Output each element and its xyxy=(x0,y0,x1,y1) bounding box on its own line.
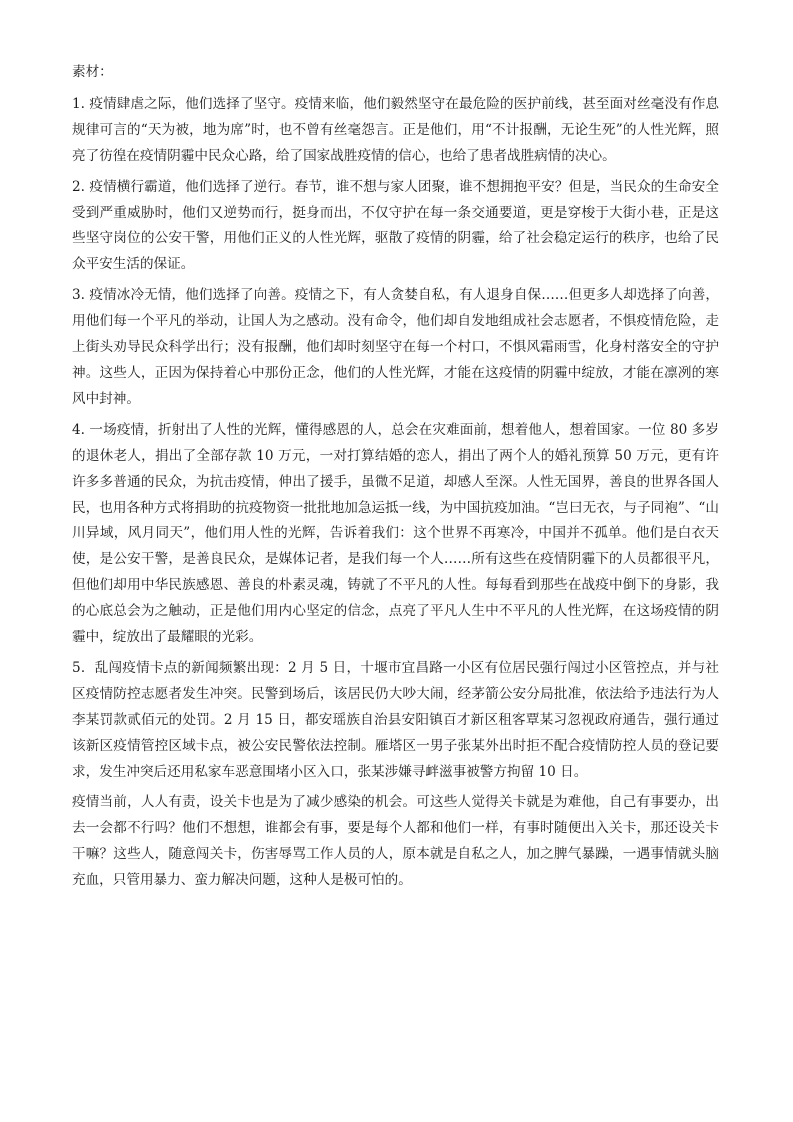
paragraph-4: 4. 一场疫情，折射出了人性的光辉，懂得感恩的人，总会在灾难面前，想着他人，想着国家。一位 80 多岁的退休老人，捐出了全部存款 10 万元，一对打算结婚的恋人，捐出了两个人的婚礼预算 50 万元，更有许许多多普通的民众，为抗击疫情，伸出了援手，虽微不足道，却感人至深。人性无国界，善良的世界各国人民，也用各种方式将捐助的抗疫物资一批批地加急运抵一线，为中国抗疫加油。“岂曰无衣，与子同袍”、“山川异域，风月同天”，他们用人性的光辉，告诉着我们：这个世界不再寒冷，中国并不孤单。他们是白衣天使，是公安干警，是善良民众，是媒体记者，是我们每一个人……所有这些在疫情阴霾下的人员都很平凡，但他们却用中华民族感恩、善良的朴素灵魂，铸就了不平凡的人性。每每看到那些在战疫中倒下的身影，我的心底总会为之触动，正是他们用内心坚定的信念，点亮了平凡人生中不平凡的人性光辉，在这场疫情的阴霾中，绽放出了最耀眼的光彩。 xyxy=(72,421,719,646)
paragraph-1: 1. 疫情肆虐之际，他们选择了坚守。疫情来临，他们毅然坚守在最危险的医护前线，甚至面对丝毫没有作息规律可言的“天为被，地为席”时，也不曾有丝毫怨言。正是他们，用“不计报酬，无论生死”的人性光辉，照亮了彷徨在疫情阴霾中民众心路，给了国家战胜疫情的信心，也给了患者战胜病情的决心。 xyxy=(72,95,719,164)
paragraph-commentary: 疫情当前，人人有责，设关卡也是为了减少感染的机会。可这些人觉得关卡就是为难他，自己有事要办，出去一会都不行吗？他们不想想，谁都会有事，要是每个人都和他们一样，有事时随便出入关卡，那还设关卡干嘛？这些人，随意闯关卡，伤害辱骂工作人员的人，原本就是自私之人，加之脾气暴躁，一遇事情就头脑充血，只管用暴力、蛮力解决问题，这种人是极可怕的。 xyxy=(72,794,719,889)
paragraph-3: 3. 疫情冰冷无情，他们选择了向善。疫情之下，有人贪婪自私，有人退身自保……但更多人却选择了向善，用他们每一个平凡的举动，让国人为之感动。没有命令，他们却自发地组成社会志愿者，不惧疫情危险，走上街头劝导民众科学出行；没有报酬，他们却时刻坚守在每一个村口，不惧风霜雨雪，化身村落安全的守护神。这些人，正因为保持着心中那份正念，他们的人性光辉，才能在这疫情的阴霾中绽放，才能在凛冽的寒风中封神。 xyxy=(72,287,719,407)
material-label: 素材： xyxy=(72,64,113,80)
paragraph-2: 2. 疫情横行霸道，他们选择了逆行。春节，谁不想与家人团聚，谁不想拥抱平安？但是，当民众的生命安全受到严重威胁时，他们又逆势而行，挺身而出，不仅守护在每一条交通要道，更是穿梭于大街小巷，正是这些坚守岗位的公安干警，用他们正义的人性光辉，驱散了疫情的阴霾，给了社会稳定运行的秩序，也给了民众平安生活的保证。 xyxy=(72,178,719,273)
paragraph-5: 5．乱闯疫情卡点的新闻频繁出现：2 月 5 日，十堰市宜昌路一小区有位居民强行闯过小区管控点，并与社区疫情防控志愿者发生冲突。民警到场后，该居民仍大吵大闹，经茅箭公安分局批准，依法给予违法行为人李某罚款贰佰元的处罚。2 月 15 日，都安瑶族自治县安阳镇百才新区租客覃某习忽视政府通告，强行通过该新区疫情管控区域卡点，被公安民警依法控制。雁塔区一男子张某外出时拒不配合疫情防控人员的登记要求，发生冲突后还用私家车恶意围堵小区入口，张某涉嫌寻衅滋事被警方拘留 10 日。 xyxy=(72,659,719,780)
